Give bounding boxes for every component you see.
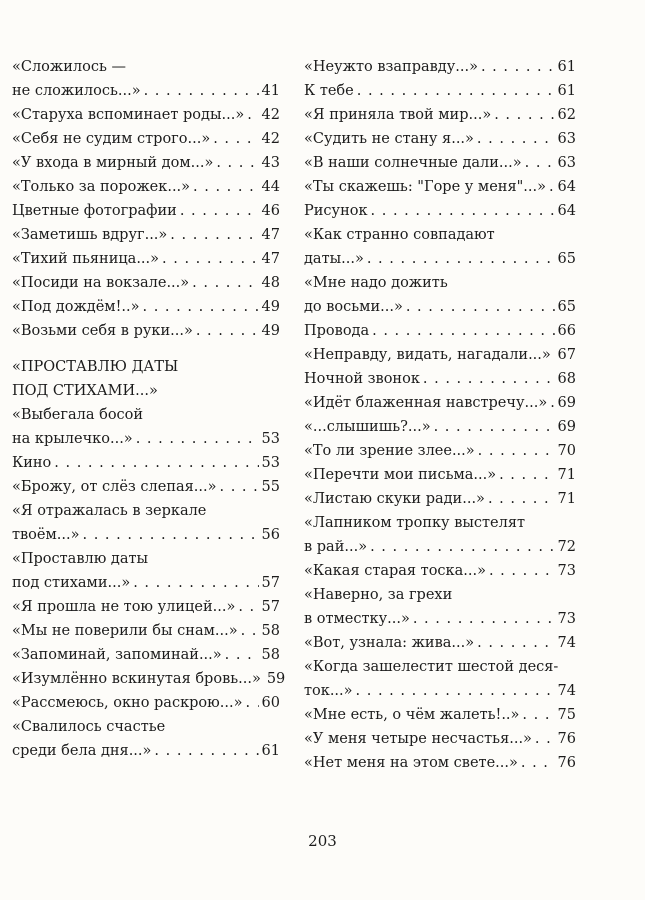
entry-title: не сложилось...» [12,83,141,99]
entry-title: до восьми...» [304,299,403,315]
entry-title: «...слышишь?...» [304,419,431,435]
toc-entry-line-final [12,619,280,643]
entry-page-number: 42 [261,131,280,147]
dot-leader [238,595,258,619]
toc-entry-line-final [304,175,576,199]
entry-title: «Рассмеюсь, окно раскрою...» [12,695,243,711]
entry-title: «Нет меня на этом свете...» [304,755,518,771]
toc-entry [304,655,576,703]
toc-entry-line-final [12,739,280,763]
toc-entry-line-final [12,79,280,103]
section-title-line: «ПРОСТАВЛЮ ДАТЫ [12,359,179,375]
toc-entry [304,511,576,559]
entry-page-number: 64 [557,203,576,219]
toc-entry-line-final [304,247,576,271]
toc-entry [304,271,576,319]
toc-entry-line-final [304,79,576,103]
toc-entry [12,499,280,547]
dot-leader [170,223,258,247]
dot-leader [220,475,259,499]
entry-page-number: 47 [261,251,280,267]
entry-title: «Перечти мои письма...» [304,467,497,483]
toc-entry [12,55,280,103]
entry-title: «У входа в мирный дом...» [12,155,214,171]
toc-entry [12,595,280,619]
dot-leader [372,319,554,343]
entry-page-number: 58 [261,623,280,639]
toc-entry-line-final [12,451,280,475]
entry-page-number: 74 [557,683,576,699]
toc-entry [12,403,280,451]
entry-title: «Лапником тропку выстелят [304,515,525,531]
toc-entry-line-final [12,427,280,451]
dot-leader [225,643,259,667]
entry-title: «Мне надо дожить [304,275,448,291]
toc-entry-line-final [304,727,576,751]
entry-title: под стихами...» [12,575,131,591]
entry-title: «У меня четыре несчастья...» [304,731,532,747]
entry-title: «Вот, узнала: жива...» [304,635,475,651]
dot-leader [371,199,555,223]
entry-page-number: 59 [266,671,286,687]
toc-entry-line-final [12,247,280,271]
toc-entry-line-final [304,319,576,343]
entry-title: «Какая старая тоска...» [304,563,486,579]
entry-title: «Судить не стану я...» [304,131,474,147]
dot-leader [192,271,258,295]
dot-leader [357,79,555,103]
entry-page-number: 70 [557,443,576,459]
entry-page-number: 76 [557,731,576,747]
entry-page-number: 60 [261,695,280,711]
toc-entry [12,319,280,343]
toc-entry [304,127,576,151]
toc-entry-line-final [12,151,280,175]
entry-title: «Проставлю даты [12,551,149,567]
entry-title: «Я приняла твой мир...» [304,107,492,123]
entry-title: К тебе [304,83,354,99]
toc-entry [304,727,576,751]
toc-entry [304,463,576,487]
entry-page-number: 46 [261,203,280,219]
dot-leader [554,343,555,367]
toc-entry-line-final [304,295,576,319]
dot-leader [213,127,258,151]
entry-title: «Я прошла не тою улицей...» [12,599,236,615]
toc-entry-line-final [304,103,576,127]
toc-entry [304,103,576,127]
entry-page-number: 65 [557,299,576,315]
toc-entry [304,751,576,775]
dot-leader [488,487,555,511]
toc-entry-line [304,511,576,535]
toc-entry [304,343,576,367]
entry-title: «Когда зашелестит шестой деся- [304,659,559,675]
toc-entry-line [12,547,280,571]
entry-page-number: 57 [261,575,280,591]
entry-page-number: 69 [557,395,576,411]
entry-page-number: 49 [261,323,280,339]
entry-title: Провода [304,323,370,339]
entry-title: «Сложилось — [12,59,126,75]
entry-title: «Заметишь вдруг...» [12,227,168,243]
entry-page-number: 67 [557,347,576,363]
toc-entry [304,199,576,223]
toc-entry [12,475,280,499]
toc-entry [12,223,280,247]
entry-title: «Только за порожек...» [12,179,191,195]
page-number: 203 [308,832,337,850]
toc-entry [12,619,280,643]
dot-leader [550,391,554,415]
toc-left-entries-b [12,403,286,763]
entry-title: Кино [12,455,52,471]
toc-entry-line-final [304,55,576,79]
entry-title: «Брожу, от слёз слепая...» [12,479,217,495]
toc-entry-line-final [12,295,280,319]
entry-page-number: 43 [261,155,280,171]
entry-page-number: 75 [557,707,576,723]
dot-leader [423,367,555,391]
toc-entry-line-final [12,127,280,151]
entry-title: даты...» [304,251,364,267]
toc-entry-line-final [304,343,576,367]
entry-title: Рисунок [304,203,368,219]
toc-entry-line [304,655,576,679]
entry-page-number: 66 [557,323,576,339]
entry-page-number: 68 [557,371,576,387]
entry-title: «Себя не судим строго...» [12,131,211,147]
toc-entry-line-final [304,199,576,223]
toc-entry-line-final [12,103,280,127]
toc-entry [12,103,280,127]
toc-entry [304,55,576,79]
dot-leader [434,415,555,439]
toc-entry-line-final [304,463,576,487]
entry-title: «Тихий пьяница...» [12,251,160,267]
toc-entry-line-final [304,751,576,775]
entry-title: «Изумлённо вскинутая бровь...» [12,671,261,687]
dot-leader [136,427,259,451]
entry-page-number: 61 [557,83,576,99]
section-title [12,355,280,403]
toc-entry-line [12,715,280,739]
toc-entry [304,367,576,391]
entry-title: в рай...» [304,539,368,555]
toc-entry [304,79,576,103]
toc-entry [304,439,576,463]
dot-leader [481,55,555,79]
toc-entry [12,175,280,199]
entry-title: твоём...» [12,527,80,543]
toc-entry-line-final [12,691,280,715]
toc-entry-line [304,271,576,295]
toc-entry-line-final [304,487,576,511]
entry-page-number: 73 [557,563,576,579]
entry-page-number: 41 [261,83,280,99]
entry-title: в отместку...» [304,611,410,627]
entry-page-number: 42 [261,107,280,123]
toc-entry-line-final [12,667,286,691]
toc-entry-line-final [12,271,280,295]
toc-entry [304,415,576,439]
toc-entry [12,643,280,667]
toc-entry-line [12,403,280,427]
toc-entry [304,175,576,199]
toc-entry-line-final [12,523,280,547]
entry-page-number: 71 [557,491,576,507]
toc-entry [304,319,576,343]
toc-entry [304,703,576,727]
dot-leader [413,607,555,631]
toc-entry [304,391,576,415]
dot-leader [247,103,258,127]
toc-entry-line [12,55,280,79]
entry-page-number: 63 [557,155,576,171]
toc-entry-line-final [304,391,576,415]
toc-entry-line-final [12,595,280,619]
entry-page-number: 47 [261,227,280,243]
entry-title: «Наверно, за грехи [304,587,453,603]
toc-entry [12,127,280,151]
toc-right-entries [304,55,576,775]
entry-page-number: 44 [261,179,280,195]
toc-left-column [12,55,286,763]
dot-leader [549,175,555,199]
entry-title: Ночной звонок [304,371,420,387]
dot-leader [367,247,555,271]
toc-entry-line-final [304,367,576,391]
entry-title: «Неправду, видать, нагадали...» [304,347,551,363]
dot-leader [196,319,259,343]
entry-title: «В наши солнечные дали...» [304,155,522,171]
dot-leader [522,703,554,727]
entry-title: «Посиди на вокзале...» [12,275,190,291]
toc-left-entries-a [12,55,280,343]
toc-entry-line-final [304,415,576,439]
entry-page-number: 74 [557,635,576,651]
toc-entry [304,631,576,655]
entry-title: «То ли зрение злее...» [304,443,475,459]
toc-entry [12,247,280,271]
dot-leader [241,619,259,643]
entry-title: «Ты скажешь: "Горе у меня"...» [304,179,546,195]
entry-page-number: 53 [261,455,280,471]
toc-entry [12,151,280,175]
toc-entry-line-final [304,679,576,703]
entry-page-number: 53 [261,431,280,447]
toc-entry [304,583,576,631]
dot-leader [478,439,555,463]
toc-entry [12,295,280,319]
toc-entry-line-final [304,703,576,727]
section-title-line: ПОД СТИХАМИ...» [12,383,158,399]
entry-page-number: 61 [261,743,280,759]
toc-entry-line-final [12,199,280,223]
entry-page-number: 56 [261,527,280,543]
toc-entry-line-final [304,559,576,583]
entry-page-number: 48 [261,275,280,291]
entry-title: «Запоминай, запоминай...» [12,647,222,663]
entry-title: «Листаю скуки ради...» [304,491,485,507]
dot-leader [216,151,258,175]
dot-leader [154,739,258,763]
entry-page-number: 65 [557,251,576,267]
entry-title: «Мы не поверили бы снам...» [12,623,238,639]
entry-title: «Идёт блаженная навстречу...» [304,395,548,411]
entry-page-number: 49 [261,299,280,315]
toc-entry [12,547,280,595]
entry-title: Цветные фотографии [12,203,177,219]
entry-page-number: 76 [557,755,576,771]
toc-entry-line-final [304,607,576,631]
dot-leader [142,295,258,319]
toc-entry [12,271,280,295]
entry-title: «Выбегала босой [12,407,144,423]
entry-page-number: 72 [557,539,576,555]
toc-entry-line-final [12,475,280,499]
entry-page-number: 61 [557,59,576,75]
entry-page-number: 62 [557,107,576,123]
entry-page-number: 55 [261,479,280,495]
entry-page-number: 58 [261,647,280,663]
toc-entry [304,559,576,583]
dot-leader [535,727,555,751]
entry-title: «Возьми себя в руки...» [12,323,193,339]
entry-page-number: 63 [557,131,576,147]
dot-leader [356,679,555,703]
toc-entry-line [12,499,280,523]
dot-leader [489,559,555,583]
dot-leader [499,463,554,487]
toc-entry-line-final [12,223,280,247]
entry-title: «Неужто взаправду...» [304,59,478,75]
entry-page-number: 57 [261,599,280,615]
toc-entry [12,667,286,691]
toc-entry-line-final [304,151,576,175]
dot-leader [144,79,259,103]
dot-leader [406,295,555,319]
dot-leader [370,535,554,559]
toc-entry [304,151,576,175]
toc-entry-line [304,223,576,247]
toc-entry [304,487,576,511]
entry-title: ток...» [304,683,353,699]
toc-entry [12,691,280,715]
toc-entry-line-final [12,571,280,595]
toc-entry-line-final [12,643,280,667]
entry-title: среди бела дня...» [12,743,152,759]
entry-title: на крылечко...» [12,431,133,447]
dot-leader [494,103,554,127]
entry-page-number: 73 [557,611,576,627]
toc-entry [12,451,280,475]
toc-right-column [304,55,576,775]
entry-page-number: 71 [557,467,576,483]
toc-entry [12,199,280,223]
dot-leader [521,751,555,775]
toc-entry [12,715,280,763]
entry-title: «Старуха вспоминает роды...» [12,107,245,123]
entry-page-number: 64 [557,179,576,195]
entry-title: «Как странно совпадают [304,227,495,243]
toc-entry-line-final [304,631,576,655]
dot-leader [82,523,258,547]
dot-leader [525,151,555,175]
toc-entry-line [304,583,576,607]
dot-leader [54,451,258,475]
dot-leader [477,631,554,655]
entry-title: «Мне есть, о чём жалеть!..» [304,707,520,723]
toc-entry-line-final [12,319,280,343]
toc-entry [304,223,576,271]
entry-title: «Свалилось счастье [12,719,166,735]
dot-leader [477,127,555,151]
dot-leader [162,247,259,271]
entry-page-number: 69 [557,419,576,435]
dot-leader [180,199,259,223]
toc-entry-line-final [304,127,576,151]
dot-leader [133,571,258,595]
toc-entry-line-final [304,535,576,559]
entry-title: «Под дождём!..» [12,299,140,315]
toc-entry-line-final [304,439,576,463]
dot-leader [245,691,258,715]
dot-leader [193,175,259,199]
toc-entry-line-final [12,175,280,199]
entry-title: «Я отражалась в зеркале [12,503,207,519]
